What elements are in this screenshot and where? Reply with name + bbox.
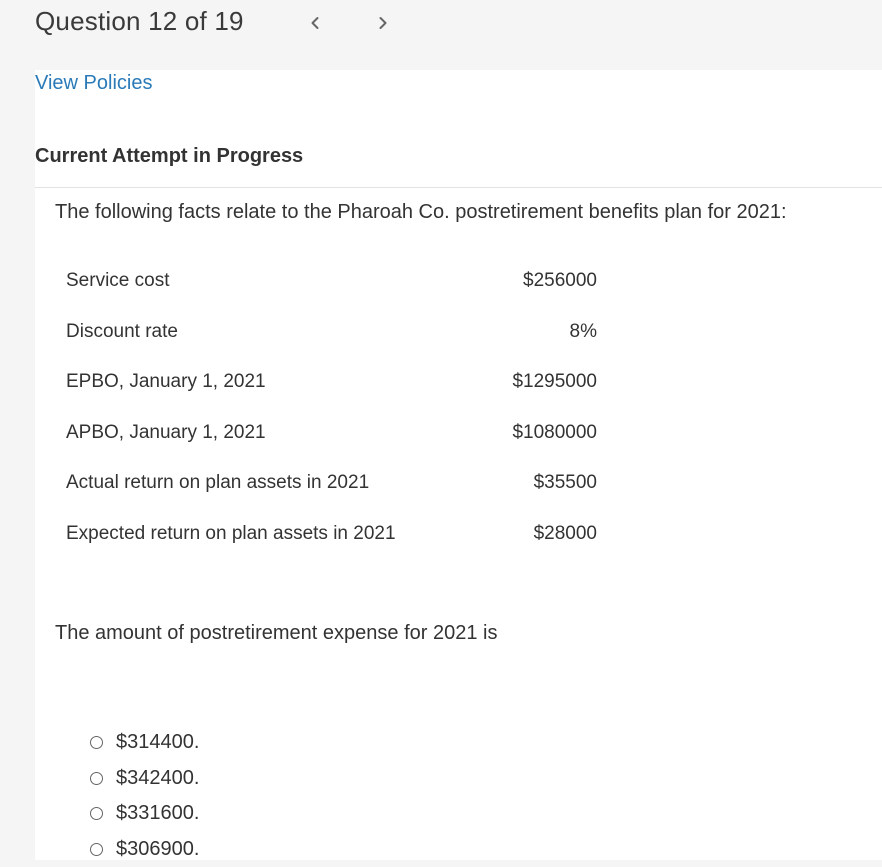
view-policies-link[interactable]: View Policies <box>35 72 152 95</box>
fact-row <box>66 270 597 321</box>
fact-value: 8% <box>570 321 597 343</box>
fact-row <box>66 523 597 574</box>
answer-option-label[interactable]: $306900. <box>116 838 199 861</box>
fact-row <box>66 321 597 372</box>
next-question-button[interactable] <box>370 10 396 36</box>
question-prompt: The amount of postretirement expense for 2021 is <box>55 622 497 645</box>
fact-value: $1080000 <box>512 422 597 444</box>
radio-button[interactable] <box>90 843 103 856</box>
answer-option-label[interactable]: $342400. <box>116 767 199 790</box>
radio-button[interactable] <box>90 736 103 749</box>
divider <box>35 187 882 188</box>
answer-option-label[interactable]: $314400. <box>116 731 199 754</box>
answer-option[interactable] <box>90 725 199 761</box>
chevron-right-icon <box>376 14 390 32</box>
answer-option-label[interactable]: $331600. <box>116 802 199 825</box>
fact-label: Service cost <box>66 270 169 292</box>
fact-row <box>66 472 597 523</box>
fact-label: APBO, January 1, 2021 <box>66 422 266 444</box>
fact-label: Discount rate <box>66 321 178 343</box>
question-counter: Question 12 of 19 <box>35 6 244 37</box>
fact-value: $28000 <box>534 523 597 545</box>
answer-option[interactable] <box>90 761 199 797</box>
answer-option[interactable] <box>90 796 199 832</box>
fact-row <box>66 422 597 473</box>
fact-value: $256000 <box>523 270 597 292</box>
facts-table <box>66 270 597 574</box>
previous-question-button[interactable] <box>302 10 328 36</box>
attempt-status: Current Attempt in Progress <box>35 145 303 168</box>
fact-row <box>66 371 597 422</box>
radio-button[interactable] <box>90 772 103 785</box>
question-panel <box>35 70 882 860</box>
question-intro: The following facts relate to the Pharoah Co. postretirement benefits plan for 2021: <box>55 201 787 224</box>
fact-value: $1295000 <box>512 371 597 393</box>
radio-button[interactable] <box>90 807 103 820</box>
chevron-left-icon <box>308 14 322 32</box>
fact-label: EPBO, January 1, 2021 <box>66 371 266 393</box>
answer-options <box>90 725 199 867</box>
fact-value: $35500 <box>534 472 597 494</box>
question-header <box>0 0 882 70</box>
fact-label: Expected return on plan assets in 2021 <box>66 523 396 545</box>
fact-label: Actual return on plan assets in 2021 <box>66 472 369 494</box>
answer-option[interactable] <box>90 832 199 867</box>
